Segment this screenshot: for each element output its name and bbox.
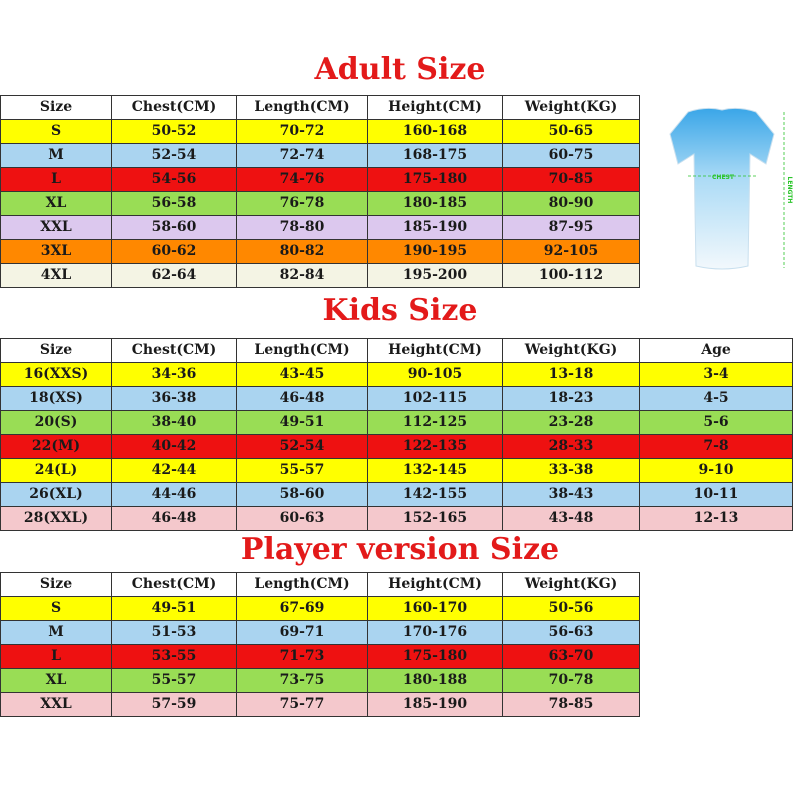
column-header: Age	[640, 339, 793, 363]
table-row	[1, 363, 793, 387]
table-cell: 52-54	[112, 144, 237, 168]
size-cell: 18(XS)	[1, 387, 112, 411]
size-cell: 16(XXS)	[1, 363, 112, 387]
table-cell: 160-168	[368, 120, 503, 144]
table-row	[1, 483, 793, 507]
table-cell: 40-42	[112, 435, 237, 459]
table-cell: 168-175	[368, 144, 503, 168]
size-cell: L	[1, 168, 112, 192]
table-cell: 12-13	[640, 507, 793, 531]
table-row	[1, 192, 640, 216]
table-cell: 76-78	[237, 192, 368, 216]
table-header-row	[1, 339, 793, 363]
column-header: Weight(KG)	[503, 96, 640, 120]
table-cell: 50-65	[503, 120, 640, 144]
adult-size-title: Adult Size	[314, 52, 486, 87]
column-header: Length(CM)	[237, 573, 368, 597]
table-cell: 87-95	[503, 216, 640, 240]
table-cell: 9-10	[640, 459, 793, 483]
table-cell: 92-105	[503, 240, 640, 264]
table-cell: 49-51	[112, 597, 237, 621]
size-cell: 22(M)	[1, 435, 112, 459]
table-row	[1, 168, 640, 192]
table-header-row	[1, 573, 640, 597]
table-cell: 100-112	[503, 264, 640, 288]
table-cell: 7-8	[640, 435, 793, 459]
table-cell: 58-60	[237, 483, 368, 507]
table-cell: 78-85	[503, 693, 640, 717]
column-header: Chest(CM)	[112, 339, 237, 363]
table-row	[1, 459, 793, 483]
table-cell: 60-63	[237, 507, 368, 531]
table-cell: 180-185	[368, 192, 503, 216]
table-cell: 112-125	[368, 411, 503, 435]
table-cell: 46-48	[112, 507, 237, 531]
table-row	[1, 507, 793, 531]
table-cell: 60-75	[503, 144, 640, 168]
table-row	[1, 264, 640, 288]
table-cell: 52-54	[237, 435, 368, 459]
table-row	[1, 435, 793, 459]
table-cell: 62-64	[112, 264, 237, 288]
table-cell: 175-180	[368, 645, 503, 669]
table-cell: 67-69	[237, 597, 368, 621]
table-cell: 185-190	[368, 216, 503, 240]
table-cell: 180-188	[368, 669, 503, 693]
column-header: Chest(CM)	[112, 573, 237, 597]
table-row	[1, 120, 640, 144]
table-cell: 46-48	[237, 387, 368, 411]
table-cell: 71-73	[237, 645, 368, 669]
kids-size-table	[0, 338, 793, 531]
kids-size-title: Kids Size	[322, 293, 478, 328]
size-cell: M	[1, 621, 112, 645]
table-row	[1, 693, 640, 717]
table-cell: 170-176	[368, 621, 503, 645]
table-cell: 190-195	[368, 240, 503, 264]
table-row	[1, 144, 640, 168]
column-header: Height(CM)	[368, 573, 503, 597]
size-cell: 26(XL)	[1, 483, 112, 507]
column-header: Size	[1, 573, 112, 597]
table-cell: 42-44	[112, 459, 237, 483]
table-cell: 28-33	[503, 435, 640, 459]
table-cell: 34-36	[112, 363, 237, 387]
table-cell: 132-145	[368, 459, 503, 483]
table-cell: 38-40	[112, 411, 237, 435]
table-row	[1, 645, 640, 669]
size-cell: XXL	[1, 216, 112, 240]
table-cell: 43-45	[237, 363, 368, 387]
table-cell: 50-52	[112, 120, 237, 144]
table-row	[1, 216, 640, 240]
player-version-size-table	[0, 572, 640, 717]
column-header: Height(CM)	[368, 96, 503, 120]
table-cell: 152-165	[368, 507, 503, 531]
column-header: Length(CM)	[237, 96, 368, 120]
table-cell: 49-51	[237, 411, 368, 435]
table-row	[1, 597, 640, 621]
column-header: Weight(KG)	[503, 339, 640, 363]
table-cell: 44-46	[112, 483, 237, 507]
table-cell: 69-71	[237, 621, 368, 645]
size-cell: 20(S)	[1, 411, 112, 435]
table-cell: 3-4	[640, 363, 793, 387]
table-cell: 36-38	[112, 387, 237, 411]
table-row	[1, 387, 793, 411]
chest-label: CHEST	[712, 174, 734, 181]
table-cell: 185-190	[368, 693, 503, 717]
size-cell: XL	[1, 669, 112, 693]
table-cell: 56-58	[112, 192, 237, 216]
table-cell: 55-57	[112, 669, 237, 693]
size-cell: 28(XXL)	[1, 507, 112, 531]
size-cell: 3XL	[1, 240, 112, 264]
table-row	[1, 621, 640, 645]
table-cell: 160-170	[368, 597, 503, 621]
table-cell: 175-180	[368, 168, 503, 192]
table-cell: 80-82	[237, 240, 368, 264]
column-header: Weight(KG)	[503, 573, 640, 597]
size-cell: XL	[1, 192, 112, 216]
table-cell: 54-56	[112, 168, 237, 192]
length-label: LENGTH	[786, 176, 793, 204]
size-cell: L	[1, 645, 112, 669]
size-cell: XXL	[1, 693, 112, 717]
table-cell: 10-11	[640, 483, 793, 507]
table-cell: 72-74	[237, 144, 368, 168]
size-cell: S	[1, 597, 112, 621]
table-row	[1, 669, 640, 693]
adult-size-table	[0, 95, 640, 288]
table-cell: 80-90	[503, 192, 640, 216]
size-cell: S	[1, 120, 112, 144]
column-header: Size	[1, 96, 112, 120]
size-cell: 4XL	[1, 264, 112, 288]
size-cell: M	[1, 144, 112, 168]
shirt-shape	[670, 108, 774, 269]
table-cell: 70-85	[503, 168, 640, 192]
table-cell: 18-23	[503, 387, 640, 411]
table-cell: 56-63	[503, 621, 640, 645]
table-cell: 70-78	[503, 669, 640, 693]
table-cell: 75-77	[237, 693, 368, 717]
column-header: Height(CM)	[368, 339, 503, 363]
table-cell: 142-155	[368, 483, 503, 507]
table-cell: 74-76	[237, 168, 368, 192]
table-cell: 50-56	[503, 597, 640, 621]
table-cell: 58-60	[112, 216, 237, 240]
shirt-diagram	[648, 104, 796, 284]
table-cell: 122-135	[368, 435, 503, 459]
table-cell: 55-57	[237, 459, 368, 483]
table-cell: 23-28	[503, 411, 640, 435]
table-cell: 78-80	[237, 216, 368, 240]
table-cell: 4-5	[640, 387, 793, 411]
table-row	[1, 240, 640, 264]
table-cell: 13-18	[503, 363, 640, 387]
table-cell: 63-70	[503, 645, 640, 669]
table-cell: 51-53	[112, 621, 237, 645]
table-row	[1, 411, 793, 435]
table-cell: 38-43	[503, 483, 640, 507]
table-cell: 82-84	[237, 264, 368, 288]
column-header: Length(CM)	[237, 339, 368, 363]
table-header-row	[1, 96, 640, 120]
table-cell: 70-72	[237, 120, 368, 144]
table-cell: 102-115	[368, 387, 503, 411]
table-cell: 195-200	[368, 264, 503, 288]
table-cell: 33-38	[503, 459, 640, 483]
column-header: Size	[1, 339, 112, 363]
player-version-size-title: Player version Size	[240, 532, 560, 567]
table-cell: 60-62	[112, 240, 237, 264]
column-header: Chest(CM)	[112, 96, 237, 120]
table-cell: 57-59	[112, 693, 237, 717]
table-cell: 90-105	[368, 363, 503, 387]
size-cell: 24(L)	[1, 459, 112, 483]
table-cell: 43-48	[503, 507, 640, 531]
table-cell: 53-55	[112, 645, 237, 669]
table-cell: 5-6	[640, 411, 793, 435]
table-cell: 73-75	[237, 669, 368, 693]
